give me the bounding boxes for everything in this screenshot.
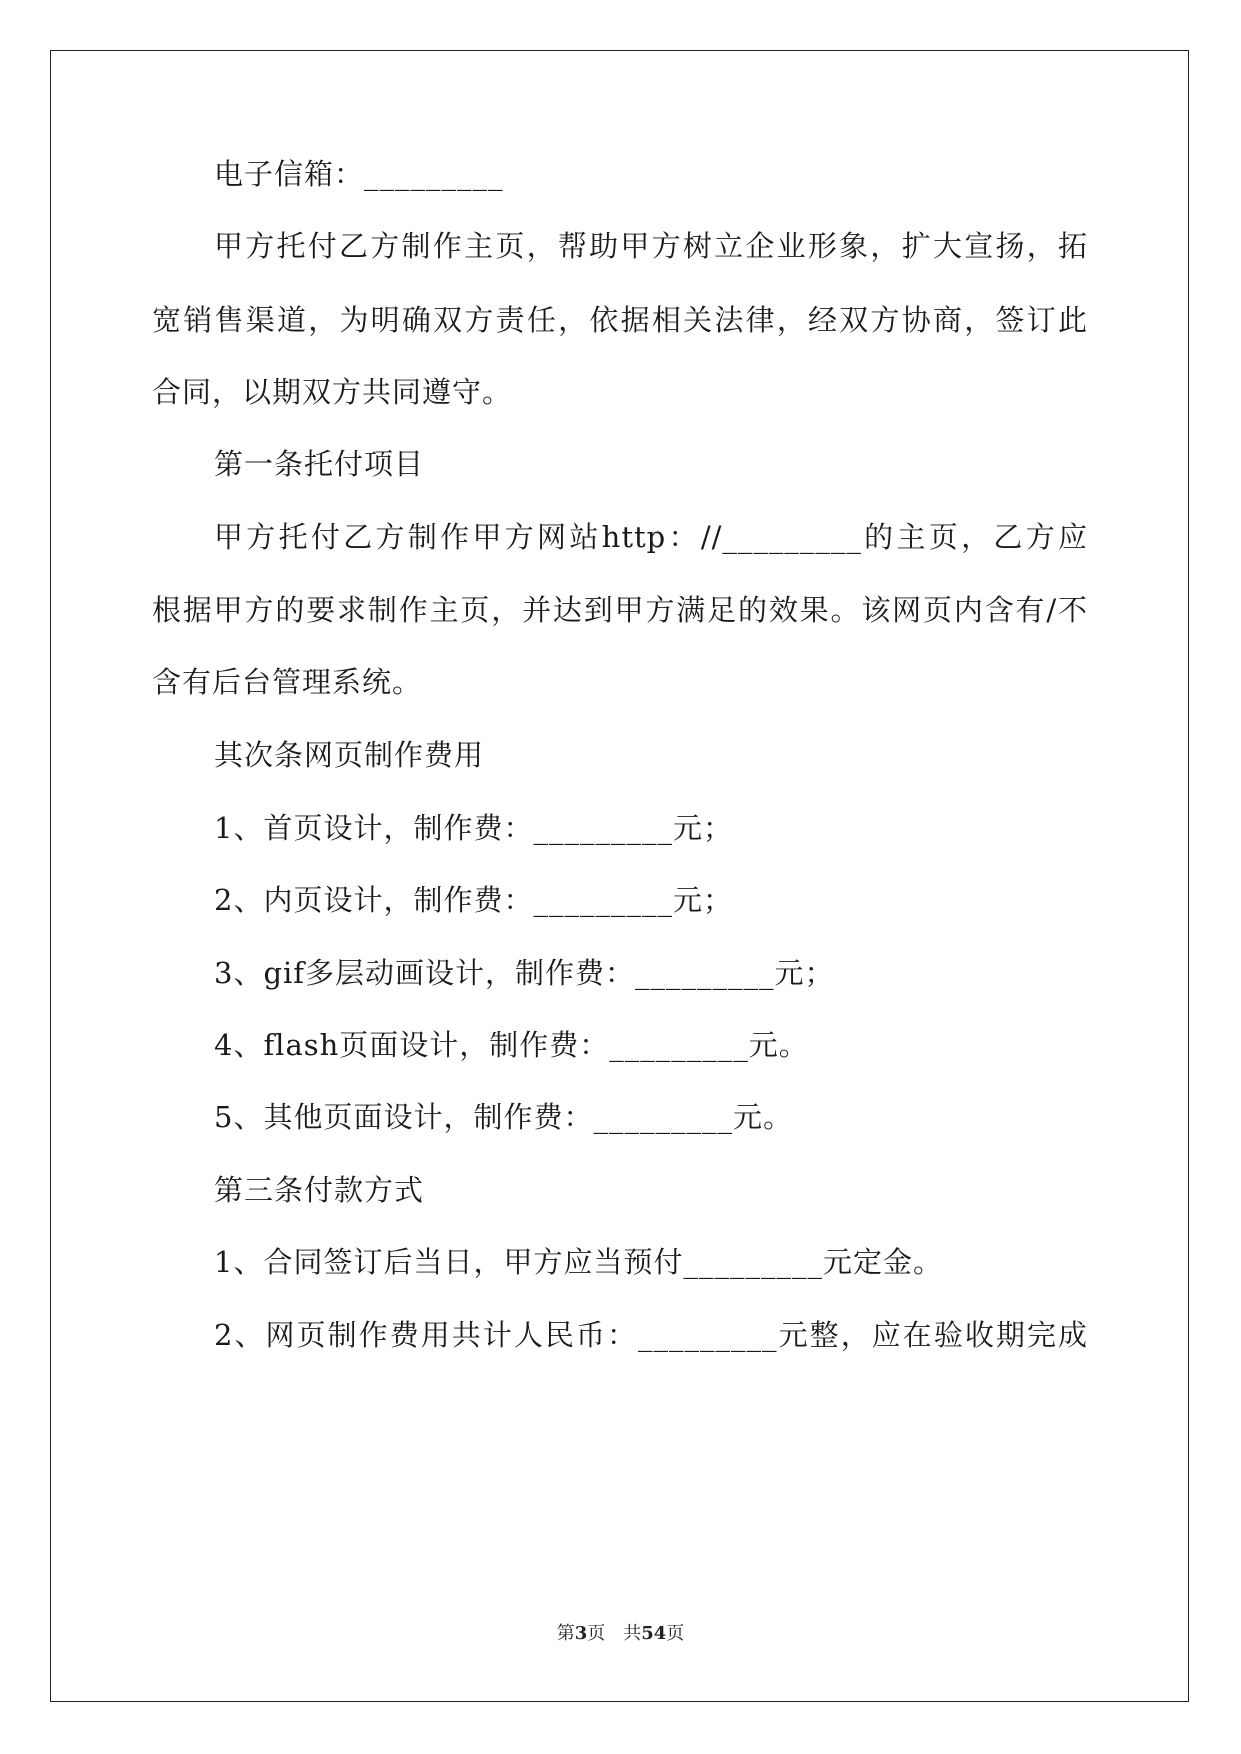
- footer-page-prefix: 第: [556, 1623, 575, 1644]
- footer-page-total: 54: [641, 1623, 667, 1644]
- list-item: 2、网页制作费用共计人民币：_________元整，应在验收期完成: [214, 1318, 1088, 1352]
- list-item: 1、首页设计，制作费：_________元；: [214, 811, 733, 845]
- list-item: 3、gif多层动画设计，制作费：_________元；: [214, 956, 835, 990]
- paragraph-line: 含有后台管理系统。: [152, 665, 423, 699]
- section-heading: 其次条网页制作费用: [214, 738, 485, 772]
- section-heading: 第三条付款方式: [214, 1173, 425, 1207]
- paragraph-line: 甲方托付乙方制作甲方网站http：//_________的主页，乙方应: [214, 520, 1088, 554]
- email-line: 电子信箱：_________: [214, 157, 504, 191]
- list-item: 4、flash页面设计，制作费：_________元。: [214, 1028, 809, 1062]
- paragraph-line: 甲方托付乙方制作主页，帮助甲方树立企业形象，扩大宣扬，拓: [214, 229, 1088, 263]
- list-item: 5、其他页面设计，制作费：_________元。: [214, 1100, 793, 1134]
- paragraph-line: 宽销售渠道，为明确双方责任，依据相关法律，经双方协商，签订此: [152, 303, 1088, 337]
- page-footer: [0, 1622, 1241, 1646]
- footer-page-mid: 页 共: [587, 1623, 642, 1644]
- footer-page-suffix: 页: [666, 1623, 685, 1644]
- paragraph-line: 根据甲方的要求制作主页，并达到甲方满足的效果。该网页内含有/不: [152, 593, 1088, 627]
- footer-page-current: 3: [574, 1623, 588, 1644]
- section-heading: 第一条托付项目: [214, 447, 425, 481]
- page-border: [50, 50, 1189, 1702]
- paragraph-line: 合同，以期双方共同遵守。: [152, 375, 513, 409]
- list-item: 2、内页设计，制作费：_________元；: [214, 883, 733, 917]
- list-item: 1、合同签订后当日，甲方应当预付_________元定金。: [214, 1245, 943, 1279]
